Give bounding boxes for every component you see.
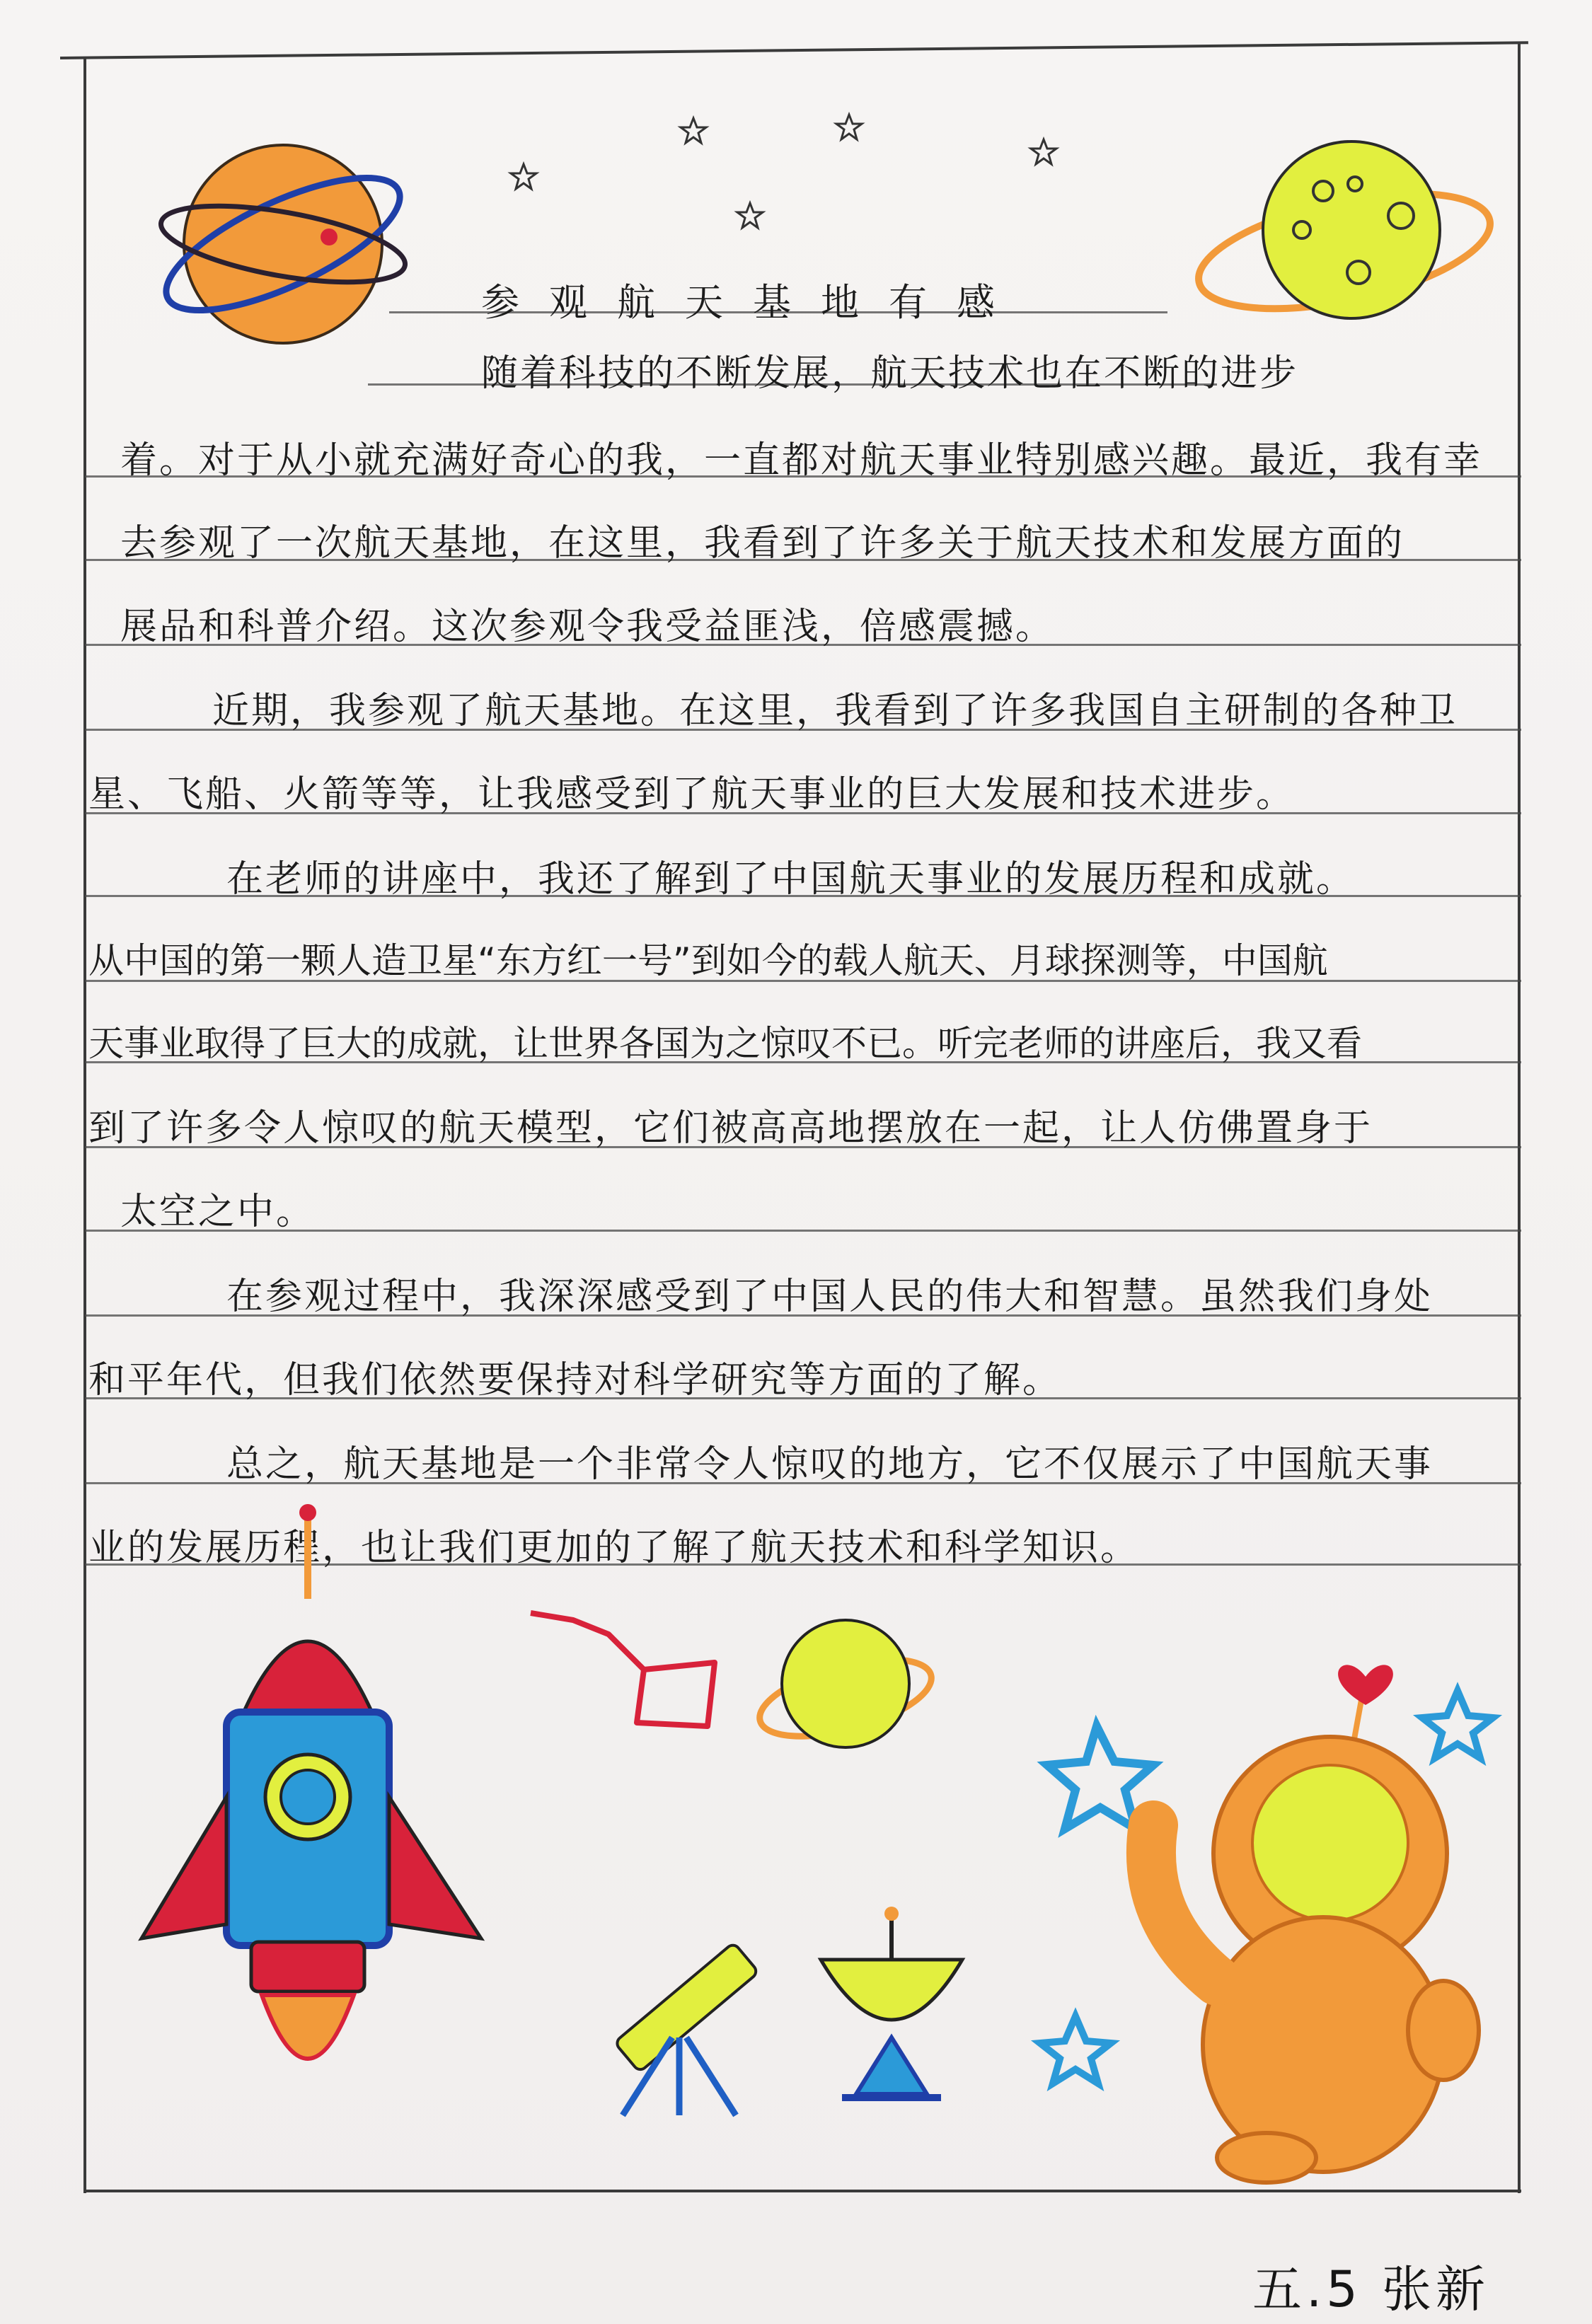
constellation-icon — [524, 1599, 750, 1740]
essay-line: 业的发展历程，也让我们更加的了解了航天技术和科学知识。 — [88, 1527, 1140, 1569]
left-margin-line — [83, 57, 86, 2193]
essay-line: 从中国的第一颗人造卫星“东方红一号”到如今的载人航天、月球探测等，中国航 — [88, 940, 1328, 981]
essay-line: 展品和科普介绍。这次参观令我受益匪浅，倍感震撼。 — [120, 606, 1055, 648]
small-planet-icon — [750, 1606, 941, 1769]
essay-line: 和平年代，但我们依然要保持对科学研究等方面的了解。 — [88, 1359, 1062, 1401]
signature: 五.5 张新 — [1252, 2260, 1490, 2318]
page-top-border — [60, 41, 1528, 59]
astronaut-icon — [1033, 1648, 1514, 2186]
right-margin-line — [1518, 42, 1521, 2193]
page-bottom-border — [83, 2190, 1521, 2192]
star-icon — [509, 163, 538, 191]
essay-line: 着。对于从小就充满好奇心的我，一直都对航天事业特别感兴趣。最近，我有幸 — [120, 439, 1483, 482]
yellow-planet-icon — [1189, 124, 1500, 350]
essay-line: 去参观了一次航天基地，在这里，我看到了许多关于航天技术和发展方面的 — [120, 522, 1405, 565]
essay-line: 星、飞船、火箭等等，让我感受到了航天事业的巨大发展和技术进步。 — [88, 773, 1296, 816]
essay-line: 天事业取得了巨大的成就，让世界各国为之惊叹不已。听完老师的讲座后，我又看 — [88, 1023, 1362, 1064]
star-icon — [1029, 138, 1058, 166]
essay-line: 总之，航天基地是一个非常令人惊叹的地方，它不仅展示了中国航天事 — [226, 1443, 1434, 1486]
essay-line: 近期，我参观了航天基地。在这里，我看到了许多我国自主研制的各种卫 — [212, 690, 1458, 732]
star-icon — [736, 202, 764, 230]
essay-line: 在老师的讲座中，我还了解到了中国航天事业的发展历程和成就。 — [226, 858, 1356, 901]
essay-line: 随着科技的不断发展，航天技术也在不断的进步 — [481, 352, 1299, 395]
rocket-icon — [127, 1500, 524, 2137]
star-icon — [835, 113, 863, 141]
orange-planet-icon — [142, 127, 425, 361]
satellite-dish-icon — [800, 1896, 984, 2108]
essay-line: 在参观过程中，我深深感受到了中国人民的伟大和智慧。虽然我们身处 — [226, 1276, 1434, 1318]
essay-line: 到了许多令人惊叹的航天模型，它们被高高地摆放在一起，让人仿佛置身于 — [88, 1107, 1373, 1150]
star-icon — [679, 117, 708, 145]
essay-title: 参观航天基地有感 — [481, 280, 1025, 325]
telescope-icon — [580, 1910, 792, 2122]
essay-line: 太空之中。 — [120, 1191, 316, 1233]
